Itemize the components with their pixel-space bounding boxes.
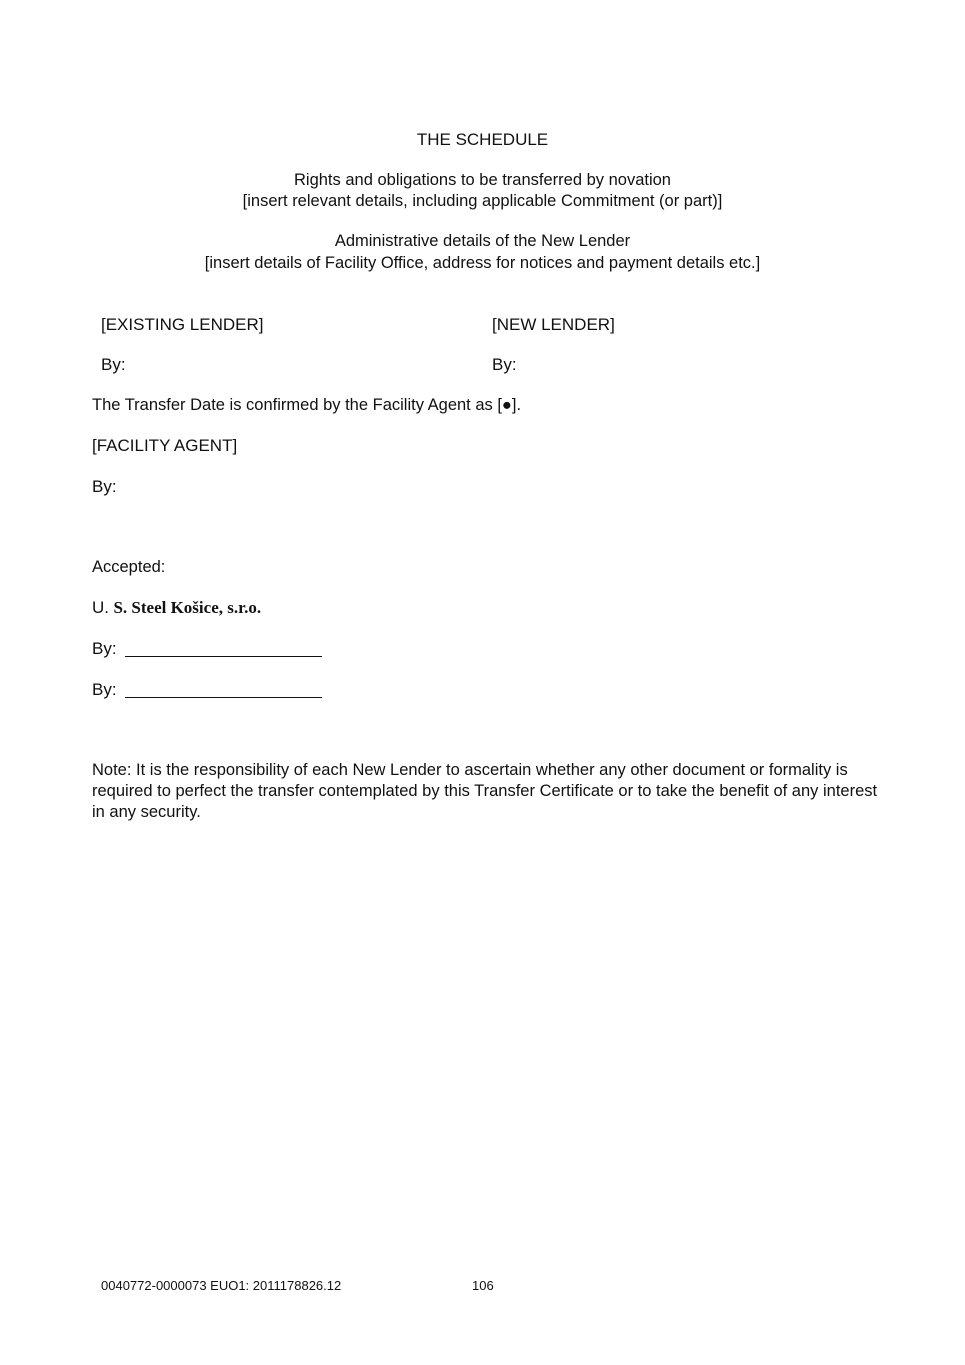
facility-agent-label: [FACILITY AGENT] [92,436,238,455]
rights-heading: Rights and obligations to be transferred by novation [294,171,671,189]
existing-lender-by: By: [101,355,126,374]
company-by-2: By: [92,680,117,699]
admin-heading: Administrative details of the New Lender [334,232,631,250]
admin-detail: [insert details of Facility Office, address for notices and payment details etc.] [204,254,761,272]
signature-line-1[interactable] [125,656,322,657]
facility-agent-by: By: [92,477,117,496]
new-lender-label: [NEW LENDER] [492,315,615,334]
rights-detail: [insert relevant details, including applicable Commitment (or part)] [242,192,723,210]
signature-line-2[interactable] [125,697,322,698]
footer-page-number: 106 [472,1278,494,1293]
existing-lender-label: [EXISTING LENDER] [101,315,264,334]
accepted-label: Accepted: [92,558,166,576]
transfer-date-text: The Transfer Date is confirmed by the Facility Agent as [●]. [92,396,522,414]
company-by-1: By: [92,639,117,658]
company-name: S. Steel Košice, s.r.o. [113,598,262,617]
note-paragraph: Note: It is the responsibility of each New Lender to ascertain whether any other document or formality is required to perfect the transfer contemplated by this Transfer Certificate or to take the benefit of any interest in any security. [92,761,878,821]
company-prefix: U. [92,598,109,617]
company-line [92,598,261,618]
new-lender-by: By: [492,355,517,374]
footer-doc-ref: 0040772-0000073 EUO1: 2011178826.12 [101,1278,342,1293]
schedule-title: THE SCHEDULE [416,130,549,149]
